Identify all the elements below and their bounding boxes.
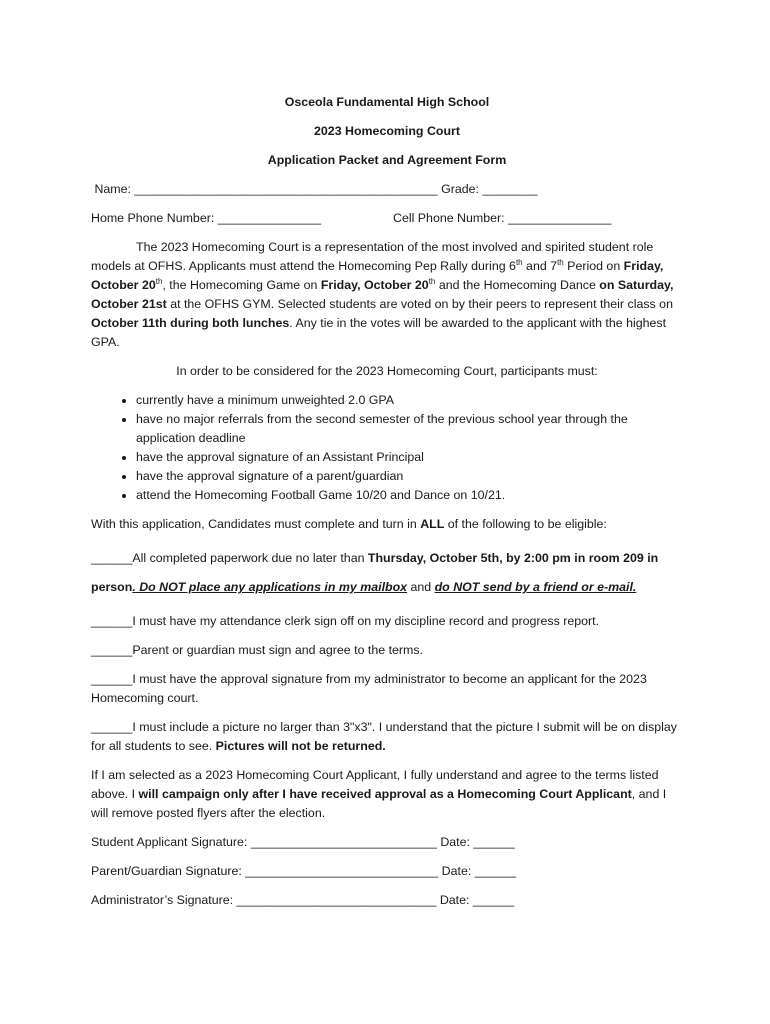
checklist-item-picture: ______I must include a picture no larger than 3"x3". I understand that the picture I submit will be on display for all students to see. Pictures will not be returned.: [91, 720, 677, 753]
checklist-item-administrator: ______I must have the approval signature from my administrator to become an applicant for the 2023 Homecoming court.: [91, 672, 647, 705]
form-subtitle: Application Packet and Agreement Form: [267, 153, 507, 167]
requirements-list: [91, 391, 683, 505]
checklist-item-paperwork: ______All completed paperwork due no later than Thursday, October 5th, by 2:00 pm in room 209 in person. Do NOT place any applications in my mailbox and do NOT send by a friend or e-mail.: [91, 551, 659, 594]
student-signature-line[interactable]: Student Applicant Signature: ___________________________ Date: ______: [91, 835, 515, 849]
parent-signature-line[interactable]: Parent/Guardian Signature: ____________________________ Date: ______: [91, 864, 517, 878]
form-content: [91, 93, 683, 920]
name-label: Name:: [94, 182, 131, 196]
checklist-item-attendance: ______I must have my attendance clerk sign off on my discipline record and progress report.: [91, 614, 600, 628]
home-phone-label: Home Phone Number:: [91, 211, 215, 225]
name-field[interactable]: ____________________________________________: [134, 182, 438, 196]
cell-phone-label: Cell Phone Number:: [393, 211, 505, 225]
list-item: • have no major referrals from the second semester of the previous school year through the application deadline: [136, 410, 683, 448]
list-item: • have the approval signature of a parent/guardian: [136, 467, 683, 486]
grade-field[interactable]: ________: [482, 182, 538, 196]
home-phone-field[interactable]: _______________: [217, 211, 322, 225]
list-item: • attend the Homecoming Football Game 10/20 and Dance on 10/21.: [136, 486, 683, 505]
form-title: 2023 Homecoming Court: [314, 124, 460, 138]
grade-label: Grade:: [441, 182, 479, 196]
administrator-signature-line[interactable]: Administrator’s Signature: _____________________________ Date: ______: [91, 893, 515, 907]
cell-phone-field[interactable]: _______________: [508, 211, 612, 225]
list-item: • have the approval signature of an Assistant Principal: [136, 448, 683, 467]
checklist-intro: With this application, Candidates must complete and turn in ALL of the following to be eligible:: [91, 517, 607, 531]
checklist-item-parent: ______Parent or guardian must sign and agree to the terms.: [91, 643, 424, 657]
intro-paragraph: The 2023 Homecoming Court is a representation of the most involved and spirited student role models at OFHS. Applicants must attend the Homecoming Pep Rally during 6th and 7th Period on Friday, October 20th, the Homecoming Game on Friday, October 20th and the Homecoming Dance on Saturday, October 21st at the OFHS GYM. Selected students are voted on by their peers to represent their class on October 11th during both lunches. Any tie in the votes will be awarded to the applicant with the highest GPA.: [91, 240, 674, 349]
phone-line: [91, 209, 683, 228]
name-grade-line: [91, 180, 683, 199]
agreement-paragraph: If I am selected as a 2023 Homecoming Court Applicant, I fully understand and agree to the terms listed above. I will campaign only after I have received approval as a Homecoming Court Applicant, and I will remove posted flyers after the election.: [91, 768, 667, 820]
list-item: • currently have a minimum unweighted 2.0 GPA: [136, 391, 683, 410]
requirements-intro: In order to be considered for the 2023 Homecoming Court, participants must:: [176, 364, 598, 378]
school-name: Osceola Fundamental High School: [284, 95, 490, 109]
